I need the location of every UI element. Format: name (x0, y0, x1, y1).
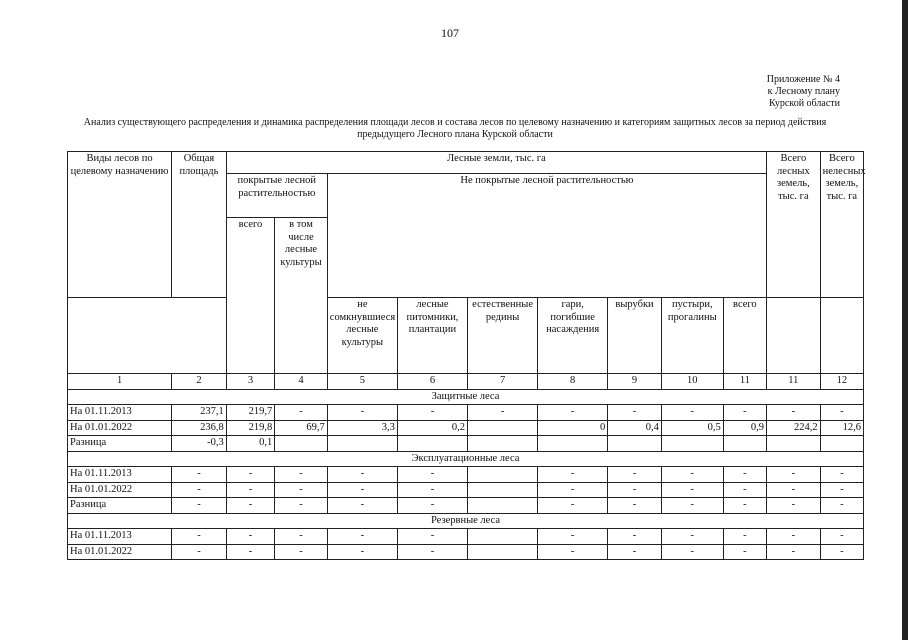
page-number: 107 (441, 26, 459, 40)
table-cell: - (538, 529, 608, 545)
table-cell: - (327, 467, 397, 483)
table-cell (327, 436, 397, 452)
table-cell (468, 420, 538, 436)
table-cell: - (767, 467, 821, 483)
table-cell: - (172, 467, 227, 483)
appendix-note (700, 74, 840, 110)
table-cell: - (723, 529, 766, 545)
section-header-row (68, 513, 864, 529)
table-cell: - (820, 544, 863, 560)
row-label: На 01.11.2013 (68, 467, 172, 483)
table-cell: - (723, 498, 766, 514)
table-cell: - (820, 498, 863, 514)
header-covered: покрытые лесной растительностью (226, 174, 327, 218)
appendix-line: к Лесному плану (767, 86, 840, 97)
header-nc-total: всего (723, 298, 766, 374)
table-cell: - (608, 467, 662, 483)
table-row (68, 436, 864, 452)
column-number: 10 (661, 374, 723, 390)
table-cell: 3,3 (327, 420, 397, 436)
table-row (68, 498, 864, 514)
table-cell: - (226, 529, 274, 545)
table-cell: - (767, 498, 821, 514)
table-cell: - (275, 529, 328, 545)
header-nc-natural: естественные редины (468, 298, 538, 374)
table-row (68, 529, 864, 545)
table-cell: - (172, 498, 227, 514)
table-cell: 12,6 (820, 420, 863, 436)
table-cell: - (275, 482, 328, 498)
header-forest-lands: Лесные земли, тыс. га (226, 152, 766, 174)
header-total-nonforest-lands: Всего нелесных земель, тыс. га (820, 152, 863, 298)
table-cell (275, 436, 328, 452)
document-title: Анализ существующего распределения и динамика распределения площади лесов и состава лесов по целевому назначению и категориям защитных лесов за период действия предыдущего Лесного плана Курской области (83, 117, 827, 140)
table-cell: - (327, 498, 397, 514)
table-cell: - (327, 544, 397, 560)
table-cell: - (661, 467, 723, 483)
table-cell (608, 436, 662, 452)
row-label: На 01.01.2022 (68, 544, 172, 560)
table-cell: 0,4 (608, 420, 662, 436)
table-cell: - (723, 405, 766, 421)
row-label: На 01.11.2013 (68, 529, 172, 545)
table-row (68, 420, 864, 436)
table-cell: - (608, 544, 662, 560)
forest-distribution-table (67, 151, 864, 560)
table-cell: 237,1 (172, 405, 227, 421)
table-cell: - (538, 498, 608, 514)
table-cell: - (608, 498, 662, 514)
column-number: 6 (397, 374, 467, 390)
table-cell: - (327, 482, 397, 498)
table-cell (767, 436, 821, 452)
table-cell: - (723, 482, 766, 498)
table-cell (397, 436, 467, 452)
table-cell: 219,8 (226, 420, 274, 436)
table-cell (468, 529, 538, 545)
table-cell: - (661, 498, 723, 514)
table-cell: - (397, 405, 467, 421)
table-cell: - (397, 529, 467, 545)
table-cell: 236,8 (172, 420, 227, 436)
column-number: 2 (172, 374, 227, 390)
table-cell: - (327, 529, 397, 545)
row-label: На 01.01.2022 (68, 482, 172, 498)
table-cell: - (538, 467, 608, 483)
section-header-row (68, 389, 864, 405)
table-cell: 69,7 (275, 420, 328, 436)
row-label: Разница (68, 436, 172, 452)
header-covered-cultures: в том числе лесные культуры (275, 218, 328, 374)
column-number: 11 (723, 374, 766, 390)
table-cell (468, 436, 538, 452)
table-cell: - (820, 529, 863, 545)
table-cell: - (820, 467, 863, 483)
appendix-line: Курской области (769, 98, 840, 109)
table-row (68, 467, 864, 483)
table-cell: - (275, 498, 328, 514)
table-row (68, 405, 864, 421)
column-number: 5 (327, 374, 397, 390)
appendix-line: Приложение № 4 (766, 74, 840, 85)
table-cell: - (327, 405, 397, 421)
table-cell: - (538, 482, 608, 498)
table-cell: - (172, 482, 227, 498)
table-cell: - (767, 529, 821, 545)
table-cell: 0,1 (226, 436, 274, 452)
table-row (68, 544, 864, 560)
table-cell: - (397, 544, 467, 560)
header-total-area: Общая площадь (172, 152, 227, 298)
column-number: 3 (226, 374, 274, 390)
table-cell (723, 436, 766, 452)
header-nc-burnt: гари, погибшие насаждения (538, 298, 608, 374)
table-row (68, 482, 864, 498)
table-cell: - (468, 405, 538, 421)
column-number: 7 (468, 374, 538, 390)
table-cell: - (275, 467, 328, 483)
table-cell: - (661, 482, 723, 498)
table-cell: - (397, 482, 467, 498)
table-cell: - (226, 467, 274, 483)
row-label: На 01.11.2013 (68, 405, 172, 421)
header-nc-unclosed: не сомкнувшиеся лесные культуры (327, 298, 397, 374)
table-cell (468, 467, 538, 483)
column-number: 8 (538, 374, 608, 390)
row-label: Разница (68, 498, 172, 514)
table-cell: - (661, 405, 723, 421)
table-cell: - (608, 405, 662, 421)
header-nc-wastelands: пустыри, прогалины (661, 298, 723, 374)
table-cell: - (275, 544, 328, 560)
column-number: 1 (68, 374, 172, 390)
table-cell: - (172, 529, 227, 545)
table-cell: - (226, 482, 274, 498)
table-cell: - (172, 544, 227, 560)
table-cell: - (661, 544, 723, 560)
header-total-forest-lands: Всего лесных земель, тыс. га (767, 152, 821, 298)
table-cell (538, 436, 608, 452)
table-cell: - (661, 529, 723, 545)
table-cell: - (820, 405, 863, 421)
header-covered-total: всего (226, 218, 274, 374)
table-cell: - (608, 529, 662, 545)
column-number: 11 (767, 374, 821, 390)
table-cell (820, 436, 863, 452)
table-cell: 219,7 (226, 405, 274, 421)
section-header-row (68, 451, 864, 467)
table-cell: 0,5 (661, 420, 723, 436)
table-cell: - (767, 544, 821, 560)
table-cell: 224,2 (767, 420, 821, 436)
table-cell: - (226, 498, 274, 514)
section-name: Эксплуатационные леса (68, 451, 864, 467)
table-cell: - (767, 482, 821, 498)
table-cell: 0,9 (723, 420, 766, 436)
table-cell: - (820, 482, 863, 498)
column-number: 9 (608, 374, 662, 390)
table-cell: - (538, 544, 608, 560)
row-label: На 01.01.2022 (68, 420, 172, 436)
table-cell: 0 (538, 420, 608, 436)
section-name: Резервные леса (68, 513, 864, 529)
header-nc-clearcuts: вырубки (608, 298, 662, 374)
table-cell: - (767, 405, 821, 421)
table-cell: - (226, 544, 274, 560)
header-not-covered: Не покрытые лесной растительностью (327, 174, 766, 298)
table-cell: - (538, 405, 608, 421)
section-name: Защитные леса (68, 389, 864, 405)
column-number: 4 (275, 374, 328, 390)
table-cell: - (275, 405, 328, 421)
table-cell (468, 482, 538, 498)
table-cell: 0,2 (397, 420, 467, 436)
column-number: 12 (820, 374, 863, 390)
table-cell (468, 498, 538, 514)
table-cell: - (397, 498, 467, 514)
header-forest-type: Виды лесов по целевому назначению (68, 152, 172, 298)
table-cell (661, 436, 723, 452)
table-cell: -0,3 (172, 436, 227, 452)
table-cell: - (723, 467, 766, 483)
table-cell (468, 544, 538, 560)
table-cell: - (397, 467, 467, 483)
table-cell: - (608, 482, 662, 498)
header-nc-nurseries: лесные питомники, плантации (397, 298, 467, 374)
table-cell: - (723, 544, 766, 560)
